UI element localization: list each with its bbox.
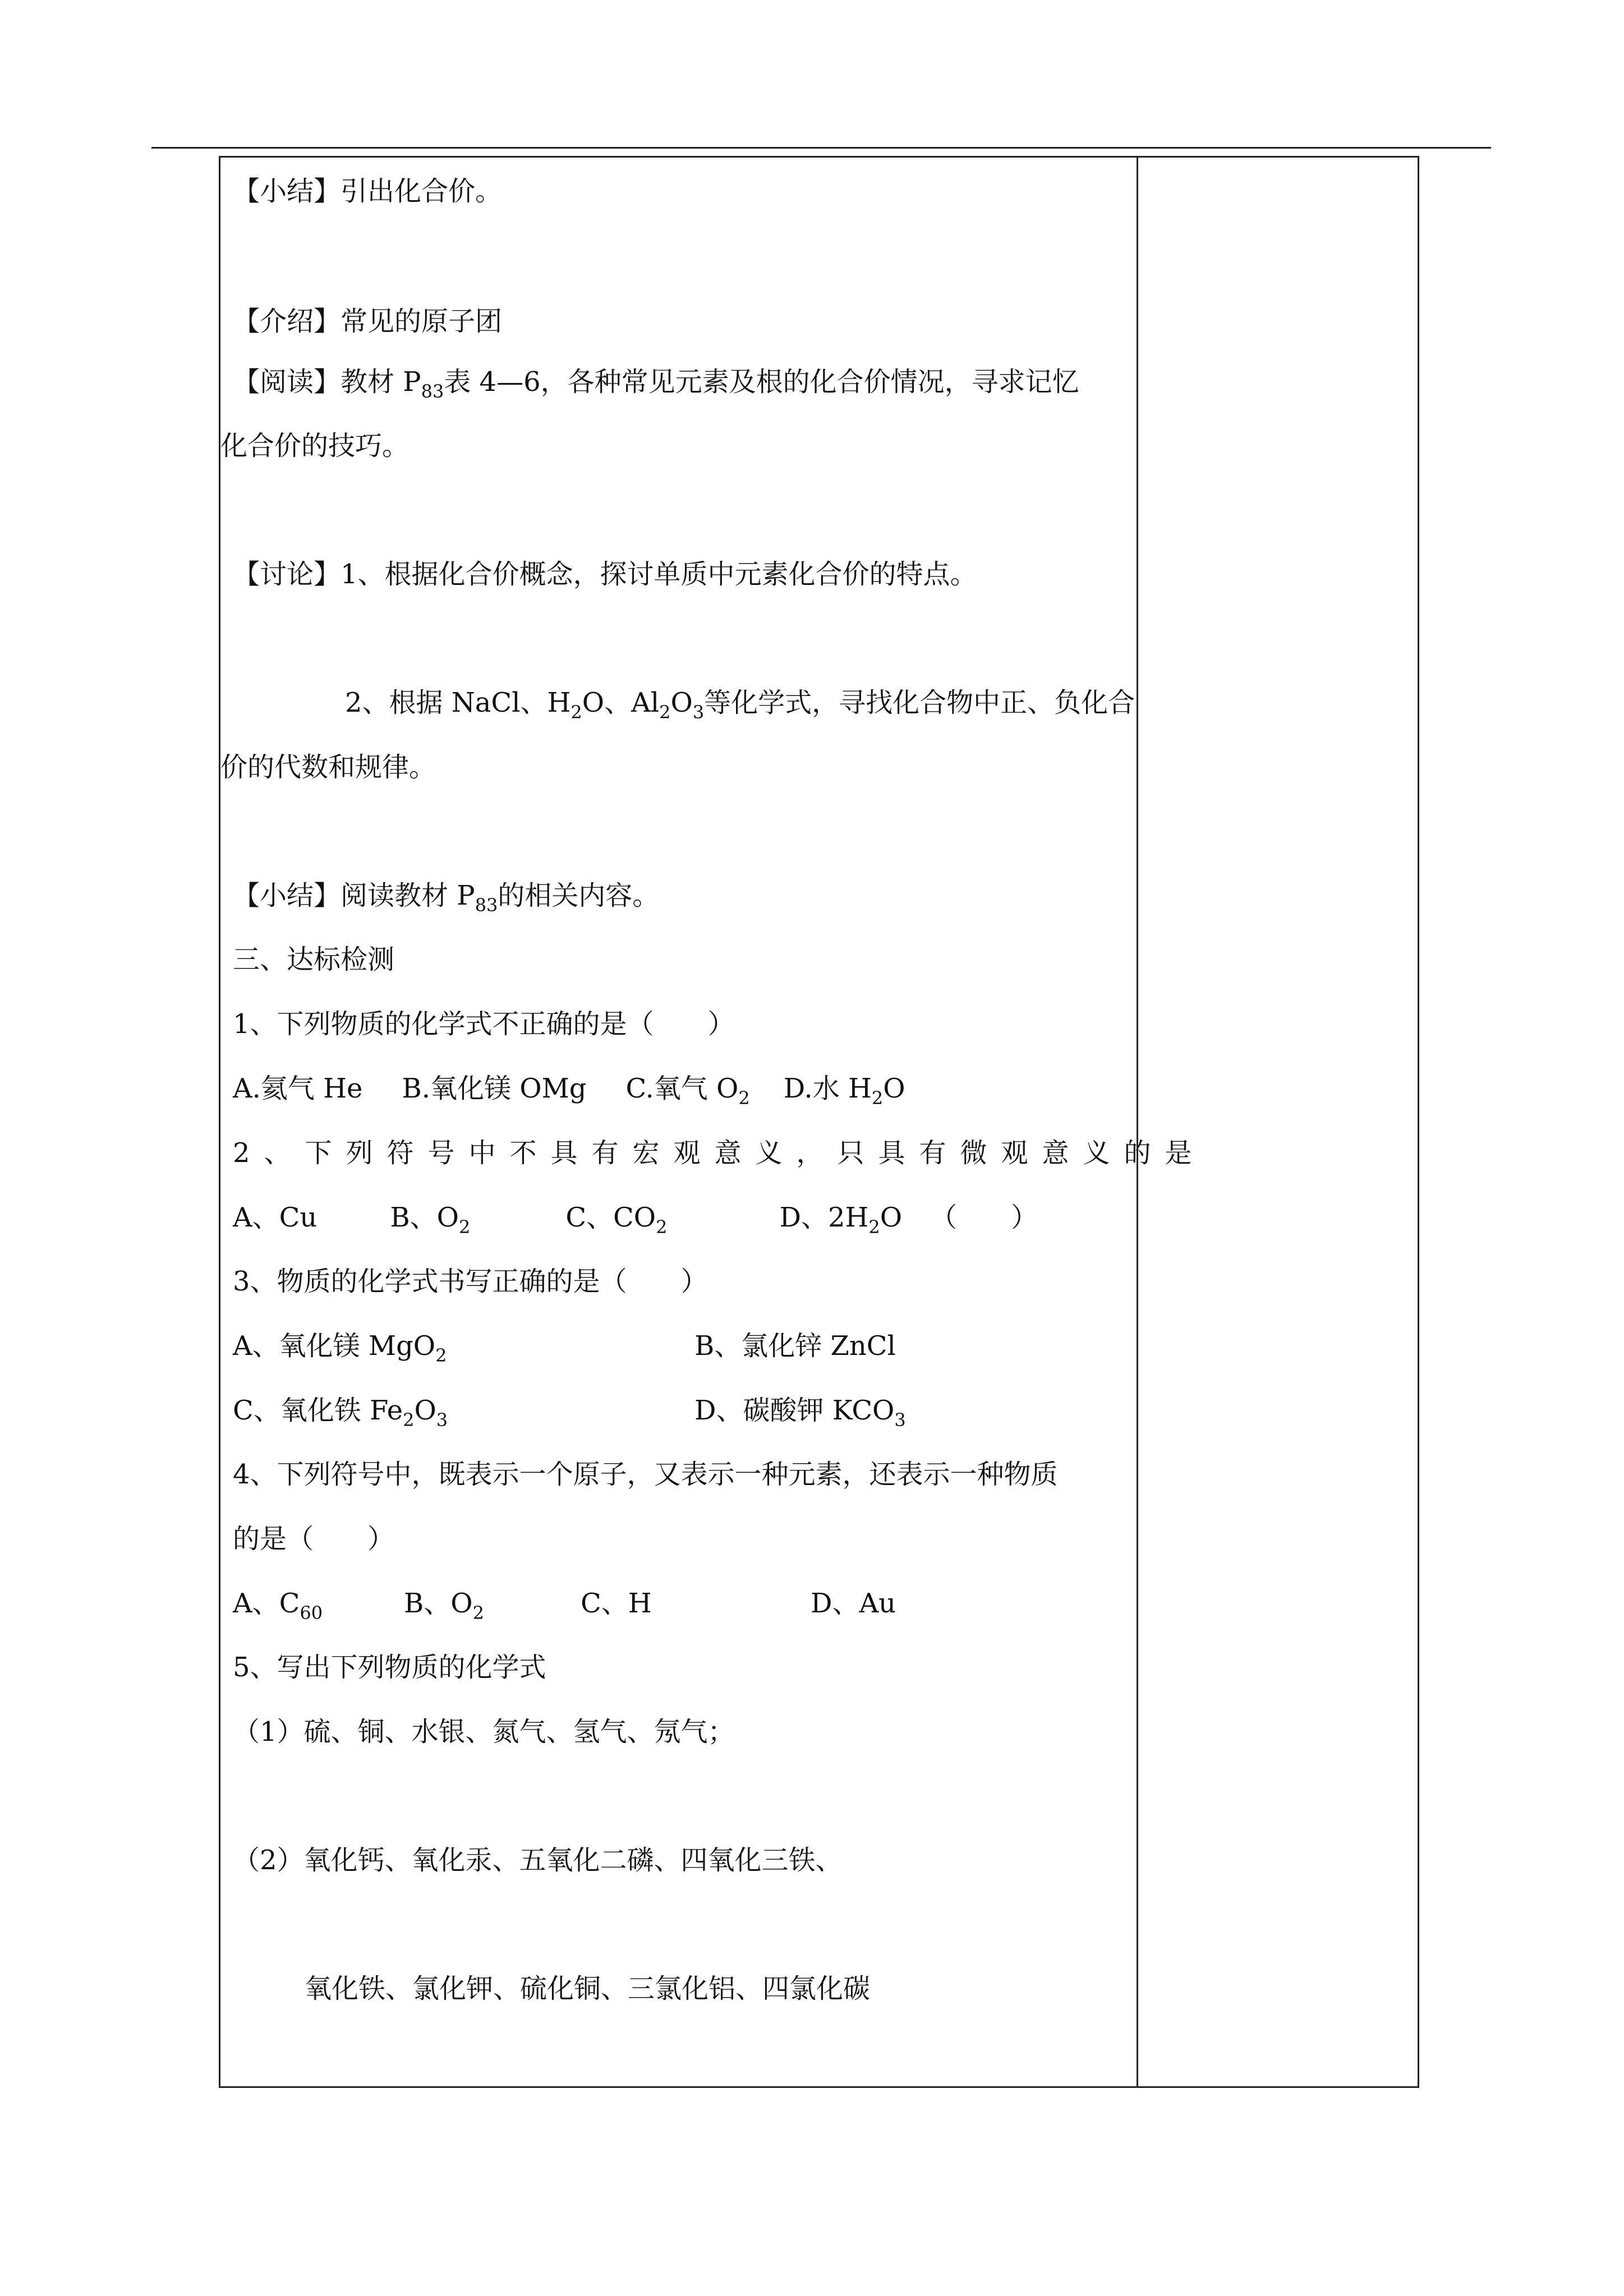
discussion-q2-part-a: 2、根据 NaCl、H — [345, 687, 571, 718]
q4-options — [233, 1587, 323, 1623]
discussion-q2-sub-2: 2 — [659, 702, 671, 723]
q1-option-b: B.氧化镁 OMg — [402, 1073, 587, 1104]
reading-text-1: 教材 P — [341, 366, 421, 398]
intro-tag: 【介绍】 — [233, 306, 341, 337]
q4-option-d: D、Au — [811, 1588, 896, 1619]
q3-option-c-mid: O — [414, 1395, 436, 1426]
section-heading: 三、达标检测 — [233, 944, 395, 975]
q2-option-c-sub: 2 — [656, 1216, 668, 1238]
q2-option-d-sub: 2 — [868, 1216, 880, 1238]
q5-part-2-continued: 氧化铁、氯化钾、硫化铜、三氯化铝、四氯化碳 — [305, 1973, 871, 2004]
q3-option-c: C、氧化铁 Fe — [233, 1395, 403, 1426]
q3-option-b: B、氯化锌 ZnCl — [694, 1330, 896, 1362]
q5-part-2: （2）氧化钙、氧化汞、五氧化二磷、四氧化三铁、 — [233, 1845, 843, 1876]
q3-option-c-row — [233, 1394, 448, 1430]
lesson-table — [219, 156, 1419, 2088]
reading-tag: 【阅读】 — [233, 366, 341, 398]
q3-option-c-sub-2: 3 — [436, 1409, 448, 1431]
summary-2 — [233, 879, 659, 915]
q1-option-d-tail: O — [883, 1073, 905, 1104]
q1-option-c-sub: 2 — [738, 1087, 750, 1109]
reading-line-1 — [233, 365, 1079, 402]
summary-1-tag: 【小结】 — [233, 176, 341, 207]
q1-option-c: C.氧气 O — [625, 1073, 739, 1104]
summary-2-tag: 【小结】 — [233, 880, 341, 911]
q1-option-d: D.水 H — [783, 1073, 872, 1104]
q2-option-d-tail: O — [880, 1202, 903, 1233]
column-divider — [1137, 158, 1138, 2086]
q3-option-a: A、氧化镁 MgO — [233, 1330, 436, 1362]
q3-option-d: D、碳酸钾 KCO — [694, 1395, 895, 1426]
intro-text: 常见的原子团 — [341, 306, 503, 337]
q4-stem-2: 的是（ ） — [233, 1523, 395, 1555]
reading-text-2: 表 4—6，各种常见元素及根的化合价情况，寻求记忆 — [444, 366, 1079, 398]
q3-option-d-sub: 3 — [894, 1409, 906, 1431]
discussion-q1 — [233, 557, 977, 591]
q2-options — [233, 1201, 1038, 1237]
q2-answer-paren: （ ） — [930, 1202, 1038, 1233]
summary-1-text: 引出化合价。 — [341, 176, 503, 207]
summary-2-text-1: 阅读教材 P — [341, 880, 475, 911]
q4-option-b-sub: 2 — [472, 1602, 484, 1624]
q2-option-b-sub: 2 — [458, 1216, 471, 1238]
discussion-q2-part-c: O — [670, 687, 693, 718]
q2-option-c: C、CO — [565, 1202, 656, 1233]
q4-option-a: A、C — [233, 1588, 300, 1619]
q1-stem: 1、下列物质的化学式不正确的是（ ） — [233, 1008, 735, 1040]
discussion-q2-sub-1: 2 — [571, 702, 582, 723]
q3-option-d-row — [694, 1394, 906, 1430]
header-rule — [151, 147, 1491, 149]
q4-option-c: C、H — [581, 1588, 652, 1619]
q2-option-a: A、Cu — [233, 1202, 318, 1233]
summary-2-page-sub: 83 — [475, 895, 498, 916]
reading-line-2: 化合价的技巧。 — [220, 430, 410, 462]
reading-page-sub: 83 — [421, 381, 444, 402]
discussion-q2-part-d: 等化学式，寻找化合物中正、负化合 — [704, 687, 1135, 718]
summary-1 — [233, 174, 502, 208]
q3-stem: 3、物质的化学式书写正确的是（ ） — [233, 1266, 708, 1297]
summary-2-text-2: 的相关内容。 — [498, 880, 660, 911]
q2-stem: 2、下列符号中不具有宏观意义，只具有微观意义的是 — [233, 1137, 1206, 1169]
q5-stem: 5、写出下列物质的化学式 — [233, 1652, 546, 1683]
q4-stem: 4、下列符号中，既表示一个原子，又表示一种元素，还表示一种物质 — [233, 1459, 1058, 1490]
q2-option-d: D、2H — [779, 1202, 869, 1233]
q4-option-a-sub: 60 — [300, 1602, 323, 1624]
q4-option-b-row — [404, 1587, 484, 1623]
q1-option-d-sub: 2 — [871, 1087, 884, 1109]
q2-option-b: B、O — [390, 1202, 459, 1233]
q3-option-c-sub-1: 2 — [403, 1409, 415, 1431]
discussion-q2-sub-3: 3 — [692, 702, 705, 723]
q3-option-a-sub: 2 — [435, 1345, 447, 1366]
discussion-q2-line-2: 价的代数和规律。 — [220, 751, 436, 783]
intro — [233, 305, 502, 338]
discussion-q2-line-1 — [345, 686, 1135, 722]
q1-option-a: A.氦气 He — [233, 1073, 363, 1104]
q4-option-b: B、O — [404, 1588, 473, 1619]
q3-option-a-row — [233, 1329, 447, 1366]
q5-part-1: （1）硫、铜、水银、氮气、氢气、氖气； — [233, 1716, 735, 1748]
discussion-tag: 【讨论】 — [233, 559, 341, 590]
discussion-q2-part-b: O、Al — [582, 687, 660, 718]
q1-options — [233, 1072, 905, 1108]
discussion-q1-text: 1、根据化合价概念，探讨单质中元素化合价的特点。 — [341, 559, 977, 590]
